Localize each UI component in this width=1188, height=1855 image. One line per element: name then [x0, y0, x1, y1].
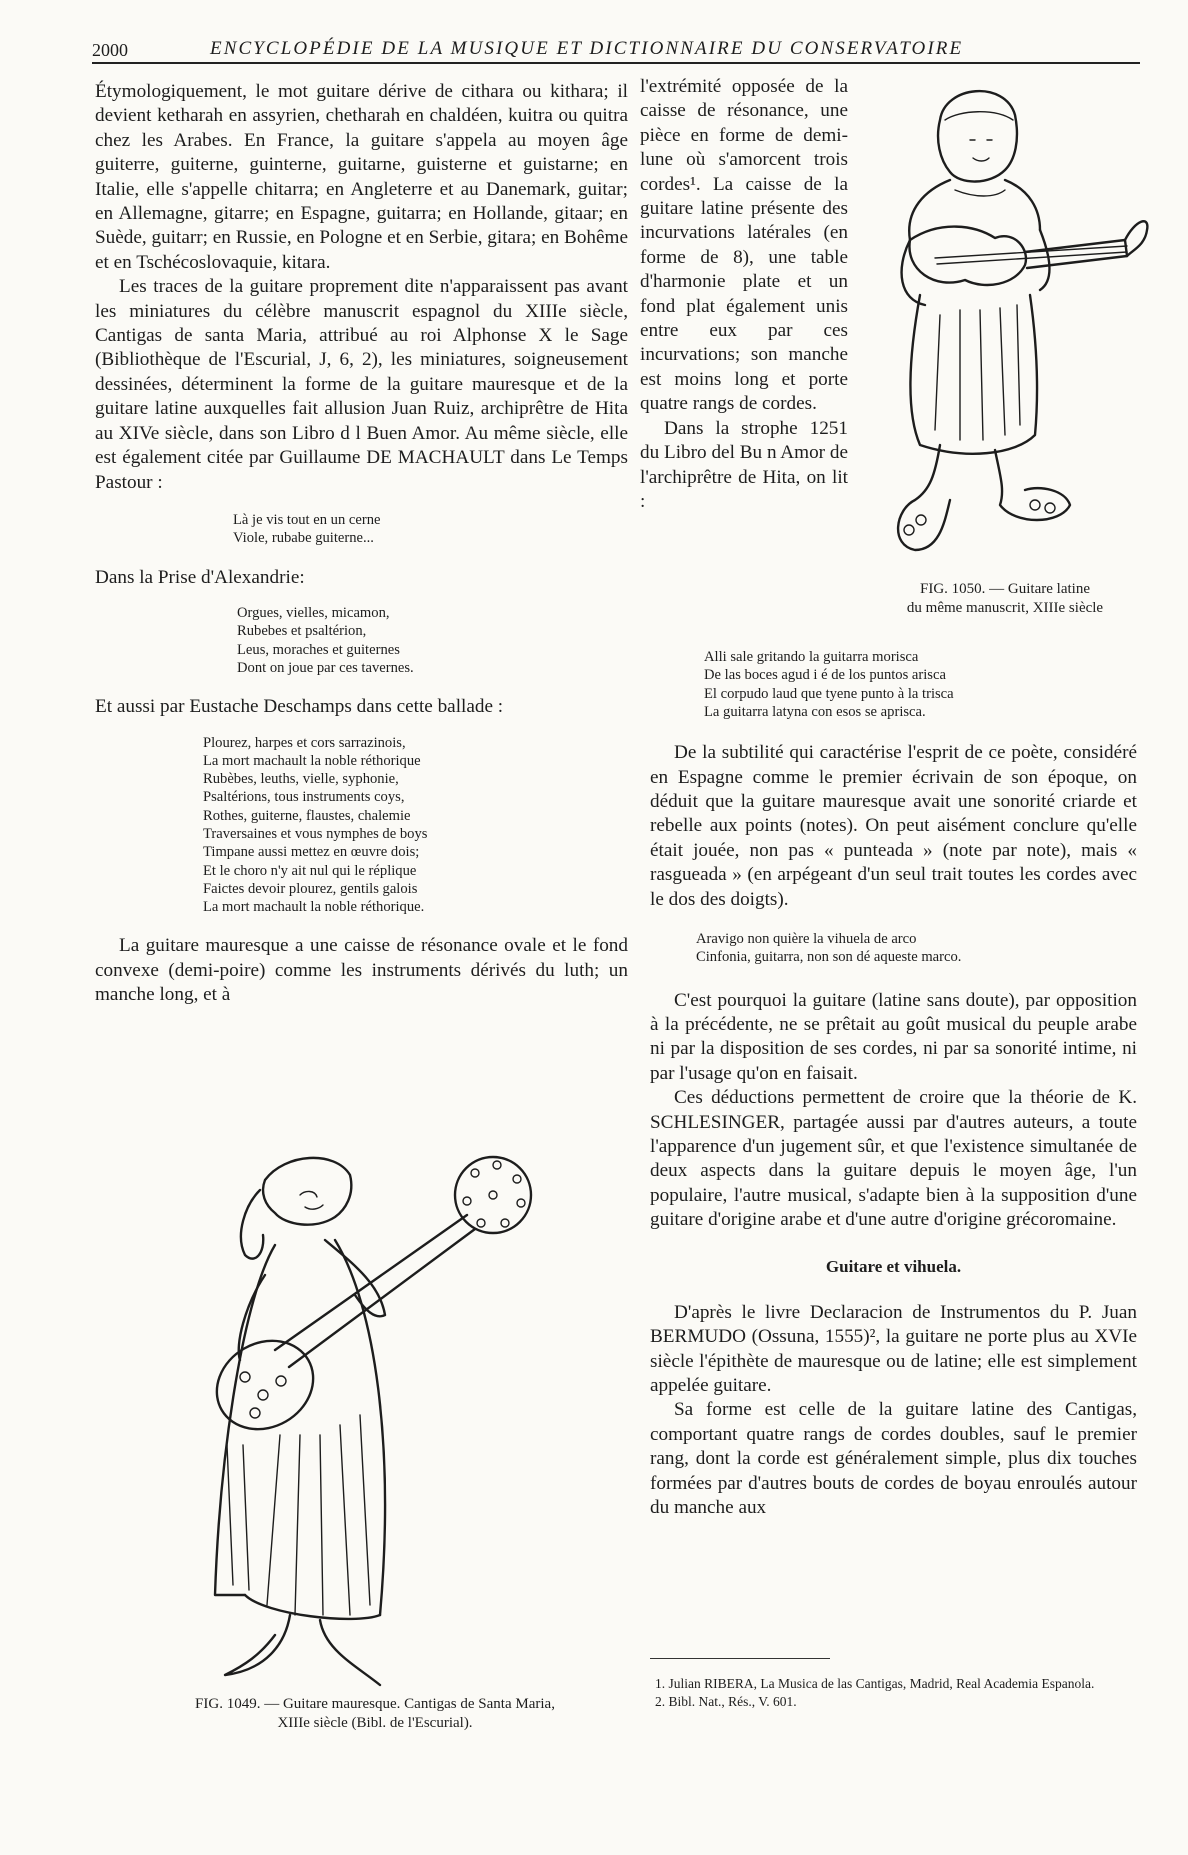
paragraph-etymology: Étymologiquement, le mot guitare dérive de cithara ou kithara; il devient ketharah en assyrien, chetharah en chaldéen, kuitra ou quitra chez les Arabes. En France, la guitare s'appela au moyen âge guiterre, guiterne, guinterne, guitarne, guisterne et guistarne; en Italie, elle s'appelle chitarra; en Angleterre et au Danemark, guitar; en Allemagne, gitarre; en Espagne, guitarra; en Hollande, gitaar; en Suède, guitarr; en Russie, en Pologne et en Serbie, gitara; en Bohême et en Tschécoslovaquie, kitara. [95, 81, 628, 273]
caption-line: FIG. 1050. — Guitare latine [920, 581, 1090, 597]
caption-line: XIIIe siècle (Bibl. de l'Escurial). [277, 1715, 473, 1731]
right-column-full [650, 648, 1137, 1520]
paragraph-traces: Les traces de la guitare proprement dite n'apparaissent pas avant les miniatures du célèbre manuscrit espagnol du XIIIe siècle, Cantigas de santa Maria, attribué au roi Alphonse X le Sage (Bibliothèque de l'Escurial, J, 6, 2), les miniatures, soigneusement dessinées, déterminent la forme de la guitare mauresque et de la guitare latine auxquelles fait allusion Juan Ruiz, archiprêtre de Hita au XIVe siècle, dans son Libro d l Buen Amor. Au même siècle, elle est également citée par Guillaume DE MACHAULT dans Le Temps Pastour : [95, 276, 628, 493]
verse-deschamps [203, 734, 628, 917]
section-heading: Guitare et vihuela. [825, 1256, 962, 1276]
paragraph-subtilite: De la subtilité qui caractérise l'esprit de ce poète, considéré en Espagne comme le premier écrivain de son époque, on déduit que la guitare mauresque avait une sonorité criarde et rebelle aux points (notes). On peut aisément conclure qu'elle était jouée, non pas « punteada » (note par note), mais « rasgueada » (en arpégeant d'un seul trait toutes les cordes avec le dos des doigts). [650, 742, 1137, 910]
verse-line: Alli sale gritando la guitarra morisca [704, 649, 919, 665]
verse-prise [237, 604, 628, 677]
paragraph-strophe: Dans la strophe 1251 du Libro del Bu n Amor de l'archiprêtre de Hita, on lit : [640, 417, 848, 512]
page-header [92, 30, 1140, 64]
figure-1049-caption [135, 1695, 615, 1733]
caption-line: FIG. 1049. — Guitare mauresque. Cantigas de Santa Maria, [195, 1696, 555, 1712]
verse-line: La guitarra latyna con esos se aprisca. [704, 703, 926, 720]
verse-line: Rubèbes, leuths, vielle, syphonie, [203, 771, 399, 788]
verse-line: Dont on joue par ces tavernes. [237, 659, 414, 676]
verse-line: Timpane aussi mettez en œuvre dois; [203, 844, 420, 861]
caption-line: du même manuscrit, XIIIe siècle [906, 600, 1104, 616]
verse-line: Traversaines et vous nymphes de boys [203, 825, 428, 842]
verse-line: El corpudo laud que tyene punto à la trisca [704, 685, 954, 702]
verse-line: Aravigo non quière la vihuela de arco [696, 931, 917, 948]
verse-line: Leus, moraches et guiternes [237, 641, 400, 658]
figure-1050-illustration [865, 80, 1155, 580]
footnote-rule [650, 1658, 830, 1659]
paragraph-deductions: Ces déductions permettent de croire que la théorie de K. SCHLESINGER, partagée aussi par d'autres auteurs, a toute l'apparence d'un jugement sûr, et que l'existence simultanée de deux aspects dans la guitare depuis le moyen âge, l'un populaire, l'autre musical, s'adapte bien à la supposition d'une guitare d'origine arabe et d'une autre d'origine grécoromaine. [650, 1087, 1137, 1231]
verse-line: Cinfonia, guitarra, non son dé aqueste marco. [696, 949, 962, 966]
verse-line: Là je vis tout en un cerne [233, 511, 381, 528]
paragraph-prise: Dans la Prise d'Alexandrie: [95, 566, 305, 588]
paragraph-cest-pourquoi: C'est pourquoi la guitare (latine sans doute), par opposition à la précédente, ne se prêtait au goût musical du peuple arabe ni par la disposition de ses cordes, ni par sa sonorité intime, ni par l'usage qu'on en faisait. [650, 989, 1137, 1084]
paragraph-forme: Sa forme est celle de la guitare latine des Cantigas, comportant quatre rangs de cordes doubles, sauf le premier rang, dont la corde est généralement simple, plus dix touches formées par d'autres bouts de cordes de boyau enroulés autour du manche aux [650, 1399, 1137, 1518]
verse-line: Psaltérions, tous instruments coys, [203, 789, 405, 806]
footnote-2: 2. Bibl. Nat., Rés., V. 601. [655, 1694, 797, 1709]
verse-line: Et le choro n'y ait nul qui le réplique [203, 862, 417, 879]
verse-line: La mort machault la noble réthorique [203, 752, 421, 769]
figure-1050-caption [860, 580, 1150, 618]
footnote-1: 1. Julian RIBERA, La Musica de las Cantigas, Madrid, Real Academia Espanola. [655, 1676, 1095, 1691]
paragraph-deschamps: Et aussi par Eustache Deschamps dans cette ballade : [95, 696, 504, 718]
paragraph-guitare-mauresque: La guitare mauresque a une caisse de résonance ovale et le fond convexe (demi-poire) comme les instruments dérivés du luth; un manche long, et à [95, 935, 628, 1006]
paragraph-bermudo: D'après le livre Declaracion de Instrumentos du P. Juan BERMUDO (Ossuna, 1555)², la guitare ne porte plus au XVIe siècle l'épithète de mauresque ou de latine; elle est simplement appelée guitare. [650, 1301, 1137, 1396]
verse-line: De las boces agud i é de los puntos arisca [704, 667, 946, 684]
verse-line: Faictes devoir plourez, gentils galois [203, 880, 418, 897]
verse-machault [233, 511, 628, 548]
left-column [95, 80, 628, 1008]
figure-1049-illustration [205, 1145, 545, 1690]
paragraph-extremite: l'extrémité opposée de la caisse de résonance, une pièce en forme de demi-lune où s'amorcent trois cordes¹. La caisse de la guitare latine présente des incurvations latérales (en forme de 8), une table d'harmonie plate et un fond plat également unis entre eux par ces incurvations; son manche est moins long et porte quatre rangs de cordes. [640, 76, 848, 415]
verse-hita [704, 648, 1137, 721]
verse-line: Orgues, vielles, micamon, [237, 604, 390, 621]
running-title: ENCYCLOPÉDIE DE LA MUSIQUE ET DICTIONNAIRE DU CONSERVATOIRE [210, 38, 964, 59]
right-column-narrow [640, 75, 848, 514]
page-number: 2000 [92, 40, 128, 60]
verse-line: Viole, rubabe guiterne... [233, 530, 374, 547]
footnotes [655, 1675, 1137, 1711]
verse-line: La mort machault la noble réthorique. [203, 899, 425, 916]
verse-line: Rothes, guiterne, flaustes, chalemie [203, 807, 411, 824]
verse-line: Plourez, harpes et cors sarrazinois, [203, 734, 406, 751]
verse-aravigo [696, 930, 1137, 967]
verse-line: Rubebes et psaltérion, [237, 623, 367, 640]
